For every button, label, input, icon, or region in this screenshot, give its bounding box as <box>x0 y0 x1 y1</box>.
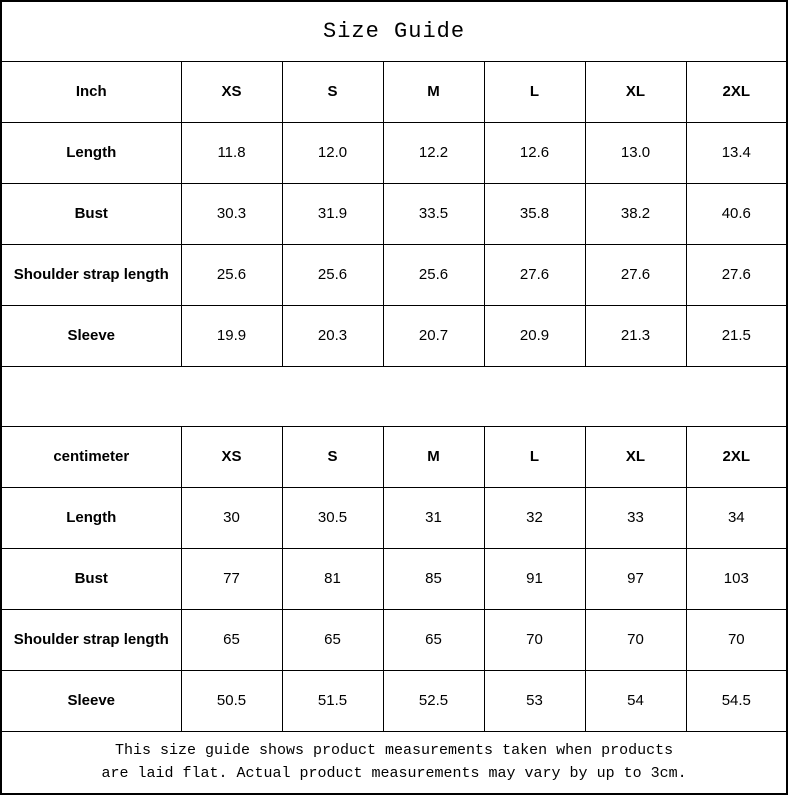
measurement-value: 13.4 <box>686 122 787 183</box>
measurement-label: Shoulder strap length <box>1 609 181 670</box>
size-column-header: S <box>282 426 383 487</box>
unit-header-centimeter: centimeter <box>1 426 181 487</box>
footer-note <box>1 731 787 794</box>
measurement-value: 70 <box>585 609 686 670</box>
measurement-value: 25.6 <box>383 244 484 305</box>
measurement-label: Bust <box>1 183 181 244</box>
measurement-value: 70 <box>686 609 787 670</box>
measurement-value: 11.8 <box>181 122 282 183</box>
measurement-value: 27.6 <box>585 244 686 305</box>
footer-row <box>1 731 787 794</box>
measurement-value: 19.9 <box>181 305 282 366</box>
measurement-value: 103 <box>686 548 787 609</box>
measurement-label: Bust <box>1 548 181 609</box>
measurement-label: Shoulder strap length <box>1 244 181 305</box>
measurement-value: 30.3 <box>181 183 282 244</box>
measurement-value: 20.9 <box>484 305 585 366</box>
page-title: Size Guide <box>1 1 787 61</box>
measurement-value: 25.6 <box>181 244 282 305</box>
spacer-cell <box>1 366 787 426</box>
measurement-value: 54 <box>585 670 686 731</box>
measurement-value: 32 <box>484 487 585 548</box>
measurement-value: 65 <box>282 609 383 670</box>
size-column-header: XL <box>585 61 686 122</box>
measurement-label: Sleeve <box>1 670 181 731</box>
measurement-value: 30 <box>181 487 282 548</box>
measurement-value: 20.3 <box>282 305 383 366</box>
measurement-value: 35.8 <box>484 183 585 244</box>
size-column-header: L <box>484 61 585 122</box>
footer-note-line1: This size guide shows product measurements taken when products <box>115 742 674 759</box>
measurement-value: 77 <box>181 548 282 609</box>
size-column-header: M <box>383 426 484 487</box>
measurement-value: 27.6 <box>686 244 787 305</box>
measurement-value: 85 <box>383 548 484 609</box>
size-column-header: XL <box>585 426 686 487</box>
table-row <box>1 548 787 609</box>
measurement-value: 65 <box>181 609 282 670</box>
measurement-value: 50.5 <box>181 670 282 731</box>
size-column-header: S <box>282 61 383 122</box>
measurement-value: 81 <box>282 548 383 609</box>
measurement-value: 27.6 <box>484 244 585 305</box>
measurement-value: 91 <box>484 548 585 609</box>
measurement-value: 33.5 <box>383 183 484 244</box>
centimeter-header-row <box>1 426 787 487</box>
measurement-value: 30.5 <box>282 487 383 548</box>
measurement-value: 33 <box>585 487 686 548</box>
measurement-value: 54.5 <box>686 670 787 731</box>
measurement-value: 40.6 <box>686 183 787 244</box>
measurement-value: 21.5 <box>686 305 787 366</box>
size-column-header: L <box>484 426 585 487</box>
table-row <box>1 487 787 548</box>
measurement-value: 53 <box>484 670 585 731</box>
table-row <box>1 244 787 305</box>
measurement-value: 34 <box>686 487 787 548</box>
measurement-value: 65 <box>383 609 484 670</box>
table-row <box>1 122 787 183</box>
table-row <box>1 305 787 366</box>
size-column-header: XS <box>181 426 282 487</box>
table-row <box>1 183 787 244</box>
unit-header-inch: Inch <box>1 61 181 122</box>
measurement-value: 13.0 <box>585 122 686 183</box>
size-column-header: M <box>383 61 484 122</box>
measurement-value: 12.2 <box>383 122 484 183</box>
measurement-value: 38.2 <box>585 183 686 244</box>
size-column-header: XS <box>181 61 282 122</box>
footer-note-line2: are laid flat. Actual product measurements may vary by up to 3cm. <box>101 765 687 783</box>
measurement-value: 51.5 <box>282 670 383 731</box>
measurement-value: 12.6 <box>484 122 585 183</box>
measurement-value: 97 <box>585 548 686 609</box>
measurement-label: Sleeve <box>1 305 181 366</box>
measurement-label: Length <box>1 487 181 548</box>
table-row <box>1 609 787 670</box>
measurement-value: 52.5 <box>383 670 484 731</box>
title-row <box>1 1 787 61</box>
measurement-value: 20.7 <box>383 305 484 366</box>
size-column-header: 2XL <box>686 426 787 487</box>
measurement-value: 25.6 <box>282 244 383 305</box>
measurement-label: Length <box>1 122 181 183</box>
measurement-value: 12.0 <box>282 122 383 183</box>
table-row <box>1 670 787 731</box>
spacer-row <box>1 366 787 426</box>
measurement-value: 21.3 <box>585 305 686 366</box>
measurement-value: 31 <box>383 487 484 548</box>
size-column-header: 2XL <box>686 61 787 122</box>
measurement-value: 70 <box>484 609 585 670</box>
inch-header-row <box>1 61 787 122</box>
measurement-value: 31.9 <box>282 183 383 244</box>
